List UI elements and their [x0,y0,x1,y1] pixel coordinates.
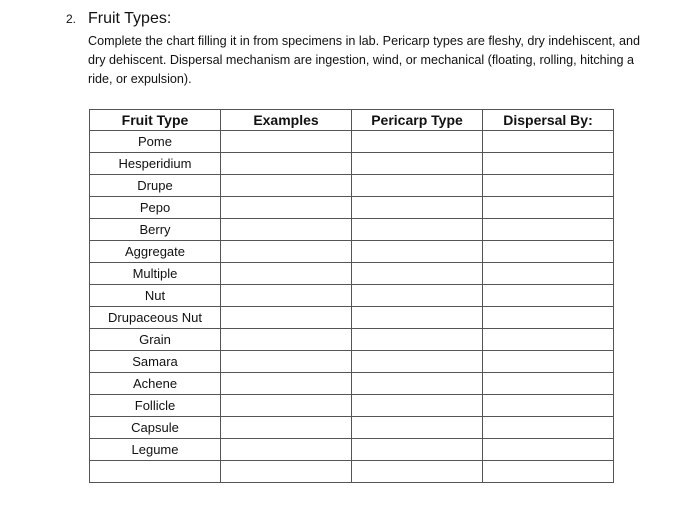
table-row [90,219,614,241]
pericarp-type-cell[interactable] [352,285,483,307]
fruit-type-cell: Berry [90,219,221,241]
header-row [90,110,614,131]
pericarp-type-cell[interactable] [352,131,483,153]
question-description: Complete the chart filling it in from specimens in lab. Pericarp types are fleshy, dry indehiscent, and dry dehiscent. Dispersal mechanism are ingestion, wind, or mechanical (floating, rolling, hitching a ride, or expulsion). [88,34,641,86]
pericarp-type-cell[interactable] [352,197,483,219]
dispersal-by-cell[interactable] [483,241,614,263]
fruit-type-cell: Samara [90,351,221,373]
examples-cell[interactable] [221,197,352,219]
table-row [90,153,614,175]
table-row [90,461,614,483]
dispersal-by-cell[interactable] [483,153,614,175]
table-row [90,131,614,153]
pericarp-type-cell[interactable] [352,241,483,263]
fruit-type-cell: Multiple [90,263,221,285]
examples-cell[interactable] [221,351,352,373]
examples-cell[interactable] [221,329,352,351]
pericarp-type-cell[interactable] [352,351,483,373]
pericarp-type-cell[interactable] [352,461,483,483]
fruit-type-cell: Drupe [90,175,221,197]
examples-cell[interactable] [221,285,352,307]
fruit-type-cell: Drupaceous Nut [90,307,221,329]
dispersal-by-cell[interactable] [483,417,614,439]
question-header [66,10,666,28]
fruit-type-cell: Legume [90,439,221,461]
fruit-type-cell [90,461,221,483]
dispersal-by-cell[interactable] [483,263,614,285]
pericarp-type-cell[interactable] [352,395,483,417]
dispersal-by-cell[interactable] [483,131,614,153]
examples-cell[interactable] [221,153,352,175]
table-row [90,263,614,285]
examples-cell[interactable] [221,417,352,439]
fruit-type-cell: Pome [90,131,221,153]
examples-cell[interactable] [221,373,352,395]
dispersal-by-cell[interactable] [483,175,614,197]
examples-cell[interactable] [221,439,352,461]
dispersal-by-cell[interactable] [483,395,614,417]
pericarp-type-cell[interactable] [352,307,483,329]
table-row [90,351,614,373]
table-row [90,175,614,197]
header-examples: Examples [221,110,352,131]
table-row [90,285,614,307]
question-number: 2. [66,12,77,26]
table-row [90,417,614,439]
header-pericarp-type: Pericarp Type [352,110,483,131]
dispersal-by-cell[interactable] [483,439,614,461]
pericarp-type-cell[interactable] [352,153,483,175]
dispersal-by-cell[interactable] [483,373,614,395]
table-row [90,373,614,395]
fruit-type-cell: Pepo [90,197,221,219]
dispersal-by-cell[interactable] [483,351,614,373]
question-block [66,10,666,89]
fruit-type-cell: Nut [90,285,221,307]
pericarp-type-cell[interactable] [352,263,483,285]
pericarp-type-cell[interactable] [352,373,483,395]
examples-cell[interactable] [221,175,352,197]
table-row [90,439,614,461]
fruit-type-cell: Achene [90,373,221,395]
examples-cell[interactable] [221,395,352,417]
fruit-type-cell: Hesperidium [90,153,221,175]
header-dispersal-by: Dispersal By: [483,110,614,131]
pericarp-type-cell[interactable] [352,219,483,241]
fruit-types-chart [89,109,614,483]
examples-cell[interactable] [221,241,352,263]
fruit-type-cell: Aggregate [90,241,221,263]
fruit-type-cell: Grain [90,329,221,351]
dispersal-by-cell[interactable] [483,329,614,351]
table-row [90,307,614,329]
dispersal-by-cell[interactable] [483,461,614,483]
pericarp-type-cell[interactable] [352,417,483,439]
examples-cell[interactable] [221,307,352,329]
table-row [90,197,614,219]
examples-cell[interactable] [221,131,352,153]
table-row [90,395,614,417]
pericarp-type-cell[interactable] [352,175,483,197]
table-row [90,241,614,263]
table-row [90,329,614,351]
dispersal-by-cell[interactable] [483,197,614,219]
fruit-type-cell: Capsule [90,417,221,439]
dispersal-by-cell[interactable] [483,307,614,329]
examples-cell[interactable] [221,461,352,483]
header-fruit-type: Fruit Type [90,110,221,131]
examples-cell[interactable] [221,263,352,285]
examples-cell[interactable] [221,219,352,241]
question-title: Fruit Types: [88,10,172,27]
fruit-type-cell: Follicle [90,395,221,417]
pericarp-type-cell[interactable] [352,439,483,461]
pericarp-type-cell[interactable] [352,329,483,351]
dispersal-by-cell[interactable] [483,285,614,307]
dispersal-by-cell[interactable] [483,219,614,241]
